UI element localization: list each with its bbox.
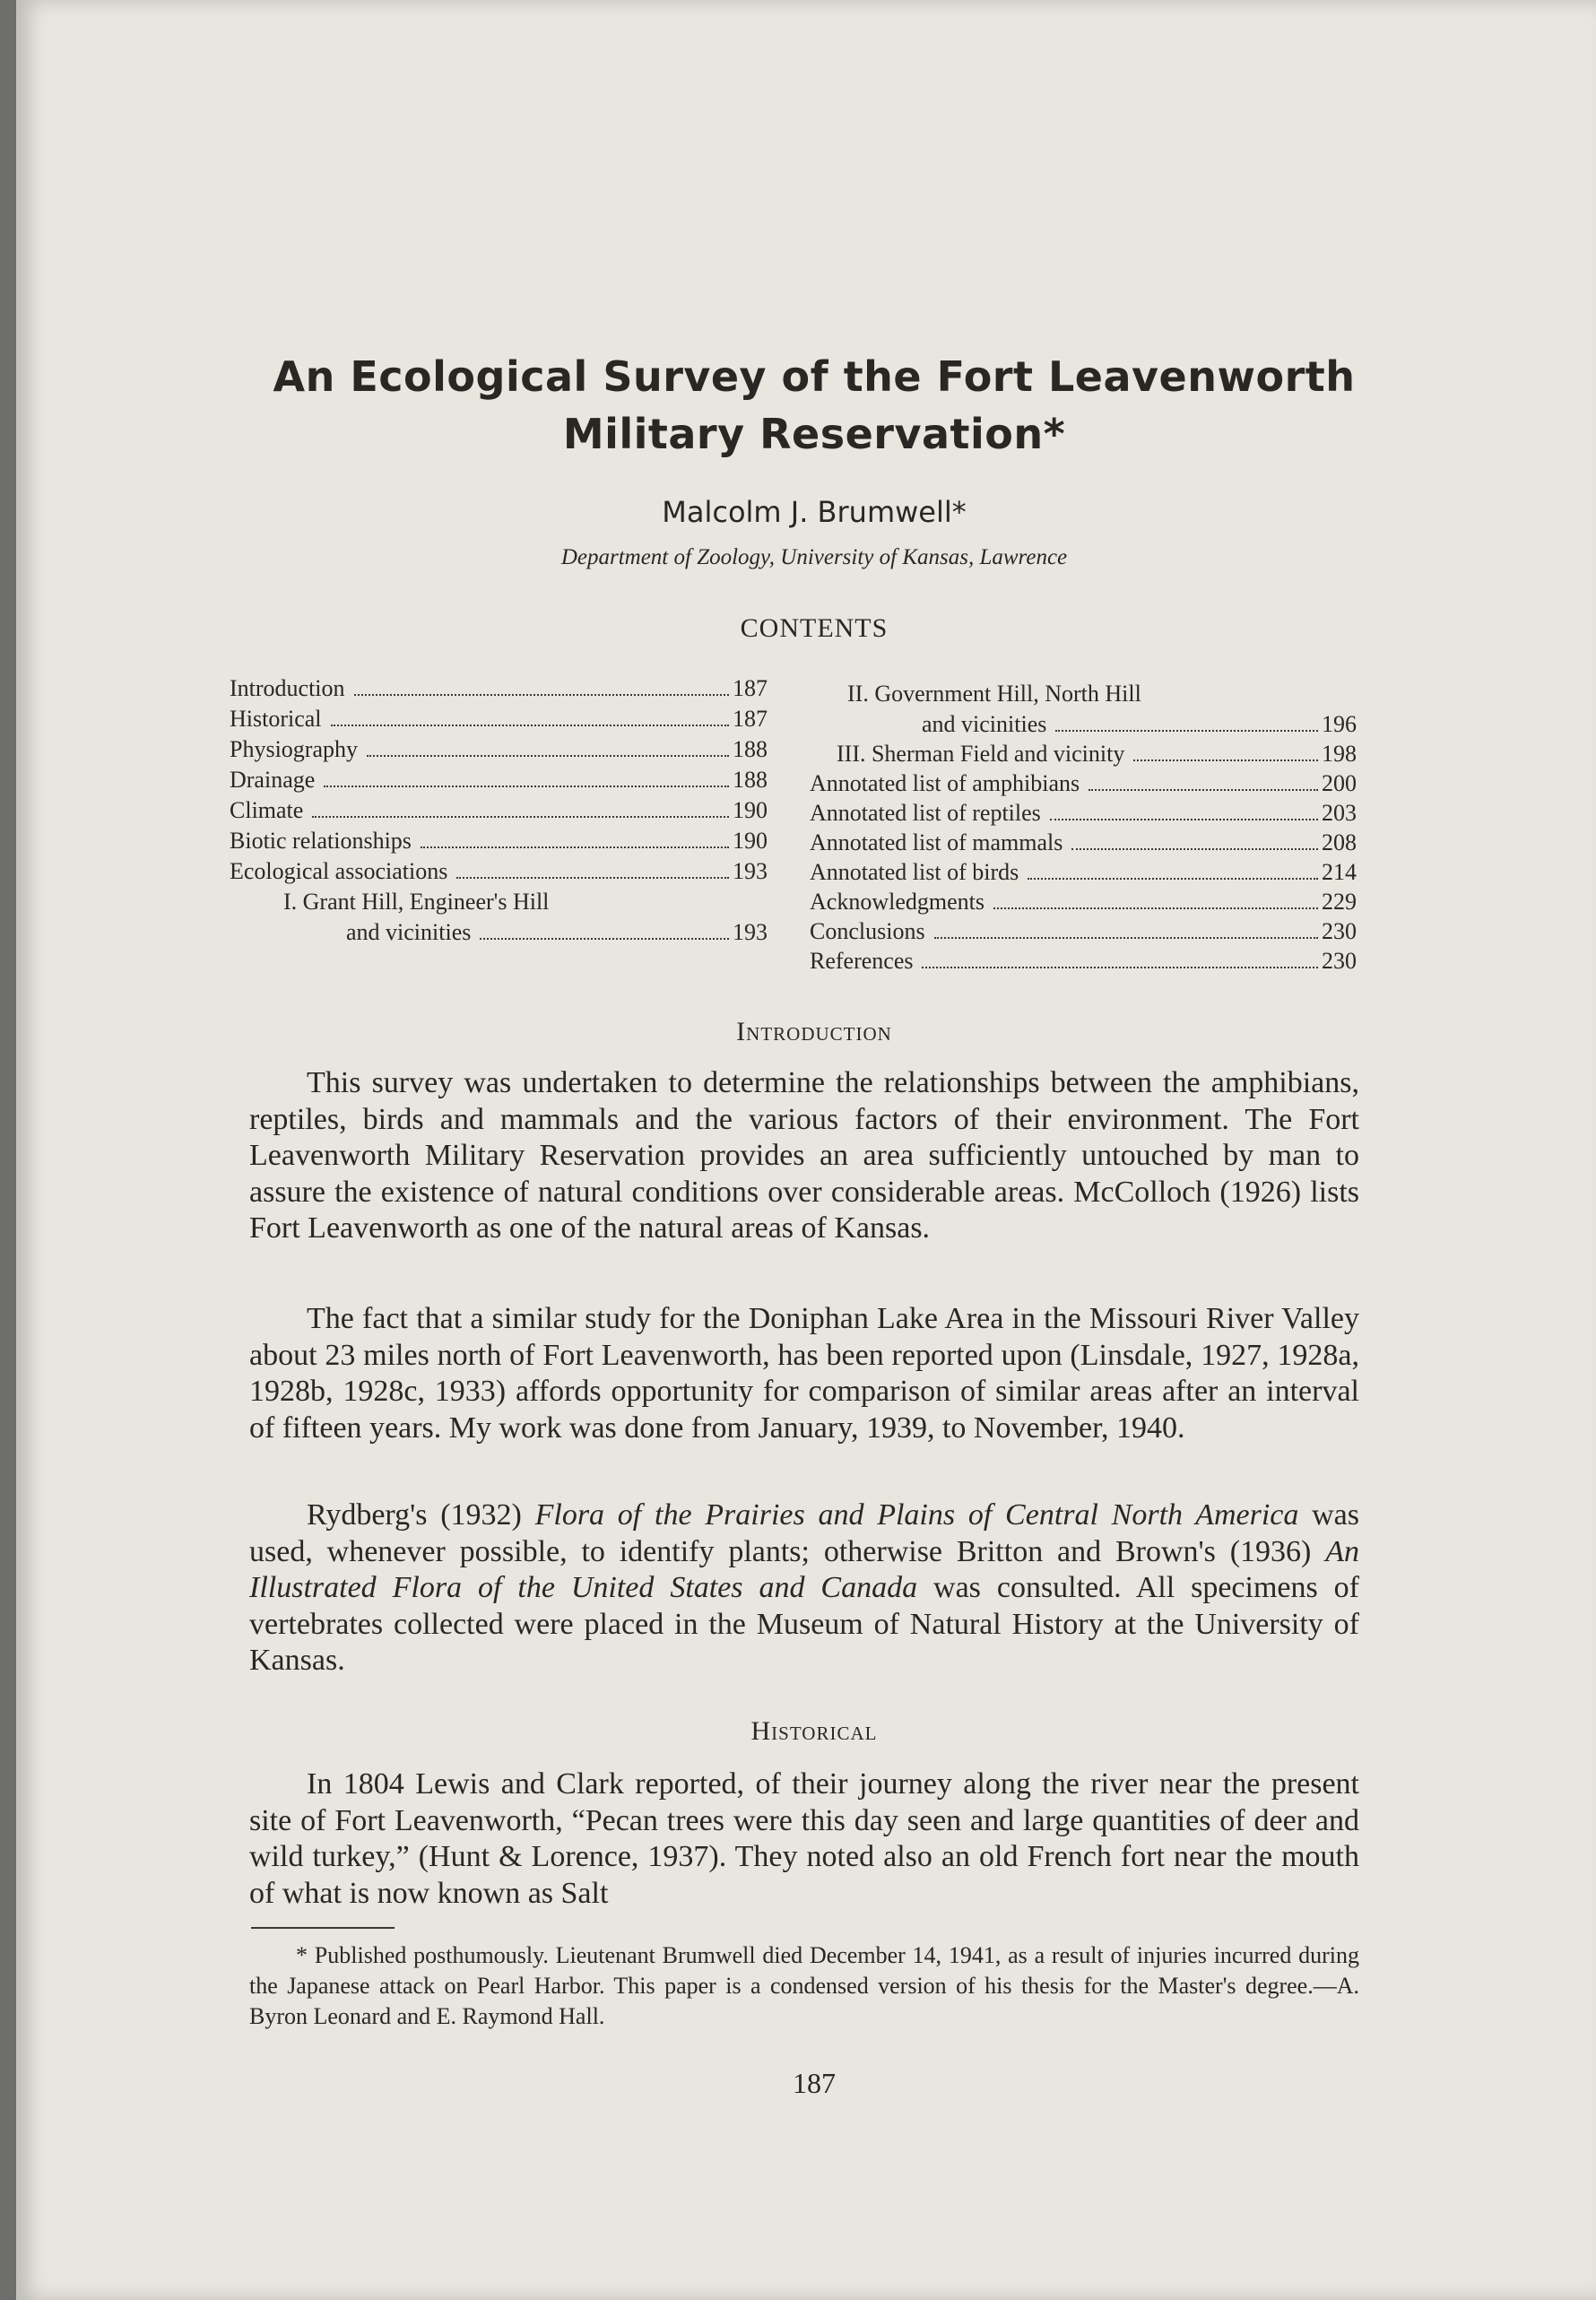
contents-heading: CONTENTS bbox=[740, 613, 889, 643]
toc-entry: Annotated list of amphibians 200 bbox=[810, 770, 1357, 796]
intro-paragraph-1: This survey was undertaken to determine the relationships between the amphibians, reptiles, birds and mammals and the various factors of their environment. The Fort Leavenworth Military Reservation provides an area sufficiently untouched by man to assure the existence of natural conditions over considerable areas. McColloch (1926) lists Fort Leavenworth as one of the natural areas of Kansas. bbox=[249, 1066, 1359, 1245]
toc-entry: References 230 bbox=[810, 948, 1357, 974]
toc-entry: Annotated list of reptiles 203 bbox=[810, 800, 1357, 826]
toc-entry: Introduction 187 bbox=[230, 675, 768, 701]
toc-entry: III. Sherman Field and vicinity 198 bbox=[837, 741, 1357, 767]
contents-right-column bbox=[810, 679, 1357, 976]
footnote: * Published posthumously. Lieutenant Brumwell died December 14, 1941, as a result of injuries incurred during the Japanese attack on Pearl Harbor. This paper is a condensed version of his thesis for the Master's degree.—A. Byron Leonard and E. Raymond Hall. bbox=[249, 1942, 1359, 2029]
author-affiliation: Department of Zoology, University of Kansas, Lawrence bbox=[560, 545, 1068, 569]
historical-paragraph-1: In 1804 Lewis and Clark reported, of their journey along the river near the present site of Fort Leavenworth, “Pecan trees were this day seen and large quantities of deer and wild turkey,” (Hunt & Lorence, 1937). They noted also an old French fort near the mouth of what is now known as Salt bbox=[249, 1767, 1359, 1910]
section-heading-historical: Historical bbox=[750, 1716, 878, 1746]
toc-entry: Historical 187 bbox=[230, 706, 768, 732]
intro-paragraph-3: Rydberg's (1932) Flora of the Prairies and Plains of Central North America was used, whenever possible, to identify plants; otherwise Britton and Brown's (1936) An Illustrated Flora of the United States and Canada was consulted. All specimens of vertebrates collected were placed in the Museum of Natural History at the University of Kansas. bbox=[249, 1498, 1359, 1677]
title-line-1: An Ecological Survey of the Fort Leavenworth bbox=[273, 352, 1356, 401]
article-title bbox=[231, 348, 1397, 463]
contents-left-column bbox=[230, 673, 768, 948]
toc-entry: Annotated list of mammals 208 bbox=[810, 829, 1357, 855]
intro-paragraph-2: The fact that a similar study for the Doniphan Lake Area in the Missouri River Valley about 23 miles north of Fort Leavenworth, has been reported upon (Linsdale, 1927, 1928a, 1928b, 1928c, 1933) affords opportunity for comparison of similar areas after an interval of fifteen years. My work was done from January, 1939, to November, 1940. bbox=[249, 1302, 1359, 1445]
section-heading-introduction: Introduction bbox=[736, 1017, 892, 1046]
toc-entry: Drainage 188 bbox=[230, 767, 768, 793]
journal-page bbox=[16, 0, 1596, 2300]
toc-entry: and vicinities 193 bbox=[346, 919, 768, 945]
toc-subentry-heading: II. Government Hill, North Hill bbox=[847, 681, 1141, 707]
page-number: 187 bbox=[793, 2067, 836, 2099]
footnote-rule bbox=[251, 1927, 395, 1929]
toc-entry: Ecological associations 193 bbox=[230, 858, 768, 884]
toc-entry: Acknowledgments 229 bbox=[810, 889, 1357, 915]
toc-entry: and vicinities 196 bbox=[922, 711, 1357, 737]
author-name: Malcolm J. Brumwell* bbox=[662, 495, 967, 529]
toc-subentry-heading: I. Grant Hill, Engineer's Hill bbox=[283, 889, 550, 915]
toc-entry: Annotated list of birds 214 bbox=[810, 859, 1357, 885]
toc-entry: Climate 190 bbox=[230, 797, 768, 823]
toc-entry: Biotic relationships 190 bbox=[230, 828, 768, 854]
title-line-2: Military Reservation* bbox=[562, 410, 1066, 458]
toc-entry: Physiography 188 bbox=[230, 736, 768, 762]
book-title-rydberg: Flora of the Prairies and Plains of Central North America bbox=[534, 1498, 1299, 1532]
book-title-britton-brown: An Illustrated Flora of the United States and Canada bbox=[249, 1534, 1359, 1604]
toc-entry: Conclusions 230 bbox=[810, 918, 1357, 944]
